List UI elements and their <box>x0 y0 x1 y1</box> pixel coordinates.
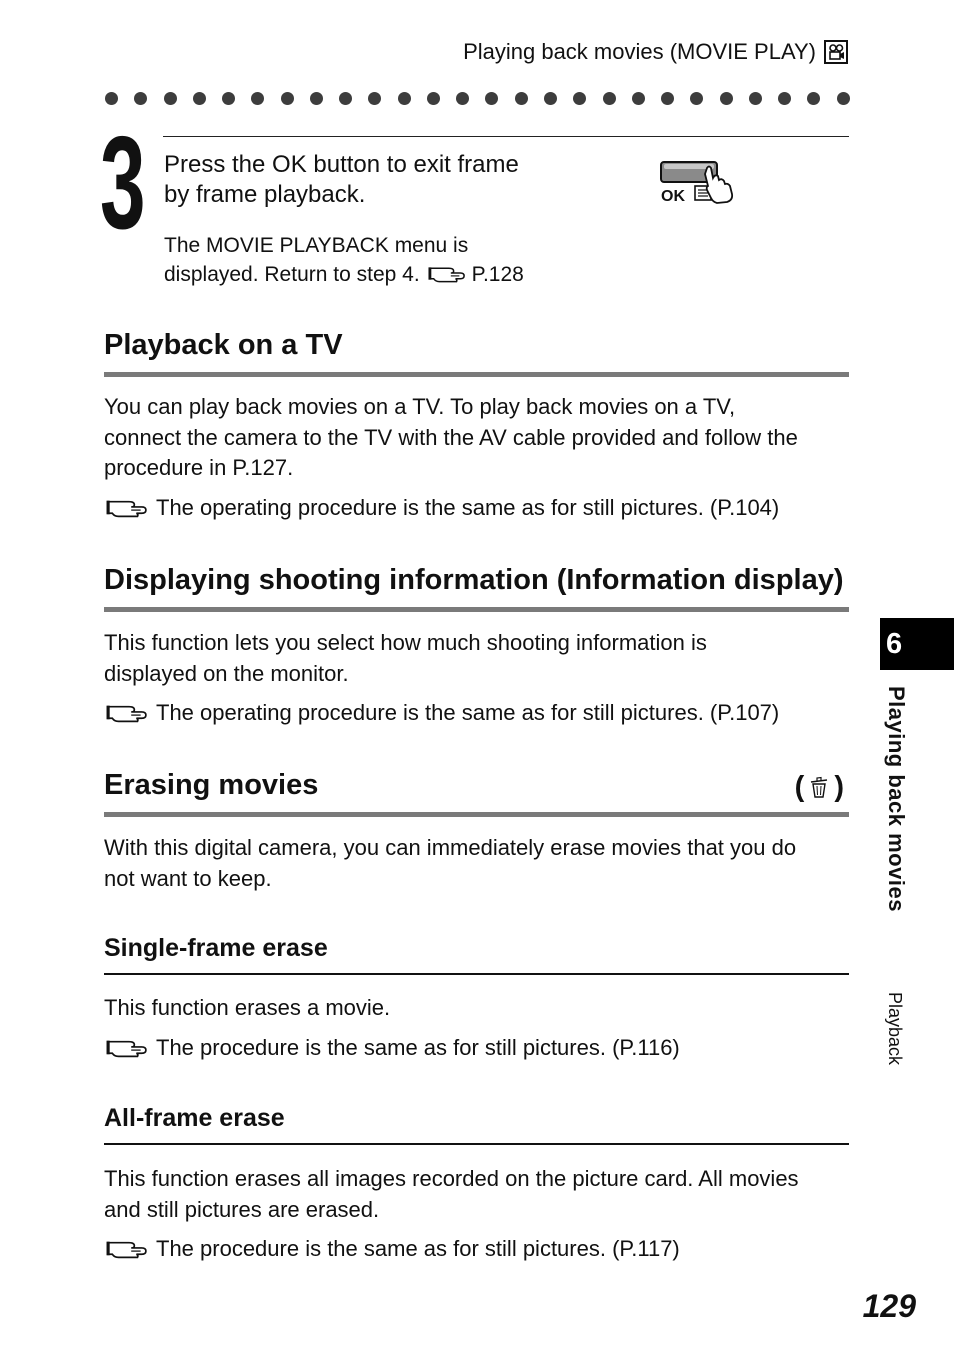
erase-symbol <box>795 770 844 804</box>
divider-dot <box>661 92 674 105</box>
divider-dot <box>427 92 440 105</box>
body-line: With this digital camera, you can immediately erase movies that you do <box>104 835 797 860</box>
step-instruction-line: by frame playback. <box>164 181 366 208</box>
body-line: not want to keep. <box>104 865 272 891</box>
divider-dot <box>544 92 557 105</box>
divider-dot <box>485 92 498 105</box>
reference-text: The procedure is the same as for still pictures. (P.117) <box>156 1236 680 1261</box>
running-head <box>463 38 848 66</box>
divider-dot <box>251 92 264 105</box>
divider-dot <box>193 92 206 105</box>
movie-frame-icon <box>824 40 848 64</box>
subsection-rule <box>104 973 849 975</box>
divider-dot <box>690 92 703 105</box>
pointing-hand-icon <box>106 497 148 519</box>
pointing-hand-icon <box>428 264 466 284</box>
running-title: Playing back movies (MOVIE PLAY) <box>463 39 816 64</box>
paren-close: ) <box>834 771 844 803</box>
pointing-hand-icon <box>106 1037 148 1059</box>
divider-dot <box>632 92 645 105</box>
pointing-hand-icon <box>106 702 148 724</box>
ok-button-illustration <box>655 156 745 212</box>
chapter-title: Playing back movies <box>884 686 909 912</box>
divider-dot <box>281 92 294 105</box>
divider-dot <box>456 92 469 105</box>
trash-icon <box>808 774 830 800</box>
dot-divider <box>105 90 850 106</box>
section-heading-info: Displaying shooting information (Information display) <box>104 564 844 596</box>
info-reference <box>106 699 779 727</box>
section-heading-tv: Playback on a TV <box>104 329 343 361</box>
subsection-rule <box>104 1143 849 1145</box>
all-reference <box>106 1235 680 1263</box>
body-line: This function lets you select how much shooting information is <box>104 630 707 655</box>
tv-body <box>104 392 854 484</box>
divider-dot <box>368 92 381 105</box>
ok-label: OK <box>661 188 685 205</box>
subsection-heading-all: All-frame erase <box>104 1104 285 1132</box>
single-body <box>104 993 854 1024</box>
step-instruction <box>164 150 584 210</box>
divider-dot <box>573 92 586 105</box>
divider-dot <box>310 92 323 105</box>
single-reference <box>106 1034 680 1062</box>
section-rule <box>104 607 849 612</box>
step-note-line: displayed. Return to step 4. <box>164 263 420 286</box>
chapter-number: 6 <box>886 628 903 660</box>
section-rule <box>104 372 849 377</box>
step-instruction-line: Press the OK button to exit frame <box>164 151 519 178</box>
body-line: and still pictures are erased. <box>104 1196 380 1222</box>
tv-reference <box>106 494 779 522</box>
body-line: You can play back movies on a TV. To play back movies on a TV, <box>104 394 736 419</box>
body-line: This function erases all images recorded on the picture card. All movies <box>104 1166 799 1191</box>
chapter-subtitle: Playback <box>885 992 905 1066</box>
step-number: 3 <box>100 109 144 256</box>
all-body <box>104 1164 854 1225</box>
step-rule <box>163 136 849 137</box>
page-number: 129 <box>862 1288 916 1324</box>
divider-dot <box>720 92 733 105</box>
body-line: connect the camera to the TV with the AV cable provided and follow the <box>104 424 798 450</box>
divider-dot <box>837 92 850 105</box>
erase-body <box>104 833 854 894</box>
divider-dot <box>778 92 791 105</box>
body-line: procedure in P.127. <box>104 455 294 480</box>
divider-dot <box>134 92 147 105</box>
divider-dot <box>603 92 616 105</box>
subsection-heading-single: Single-frame erase <box>104 934 328 962</box>
paren-open: ( <box>794 771 805 803</box>
section-heading-erase: Erasing movies <box>104 769 319 801</box>
reference-text: The operating procedure is the same as for still pictures. (P.104) <box>156 495 780 520</box>
divider-dot <box>807 92 820 105</box>
pointing-hand-icon <box>106 1238 148 1260</box>
divider-dot <box>749 92 762 105</box>
divider-dot <box>164 92 177 105</box>
divider-dot <box>339 92 352 105</box>
body-line: displayed on the monitor. <box>104 660 349 686</box>
step-note <box>164 231 634 289</box>
divider-dot <box>222 92 235 105</box>
reference-text: The operating procedure is the same as for still pictures. (P.107) <box>156 700 780 725</box>
step-note-ref: P.128 <box>471 263 524 286</box>
divider-dot <box>398 92 411 105</box>
step-note-line: The MOVIE PLAYBACK menu is <box>164 234 469 257</box>
info-body <box>104 628 854 689</box>
section-rule <box>104 812 849 817</box>
body-line: This function erases a movie. <box>104 995 391 1020</box>
divider-dot <box>515 92 528 105</box>
reference-text: The procedure is the same as for still pictures. (P.116) <box>156 1035 680 1060</box>
divider-dot <box>105 92 118 105</box>
